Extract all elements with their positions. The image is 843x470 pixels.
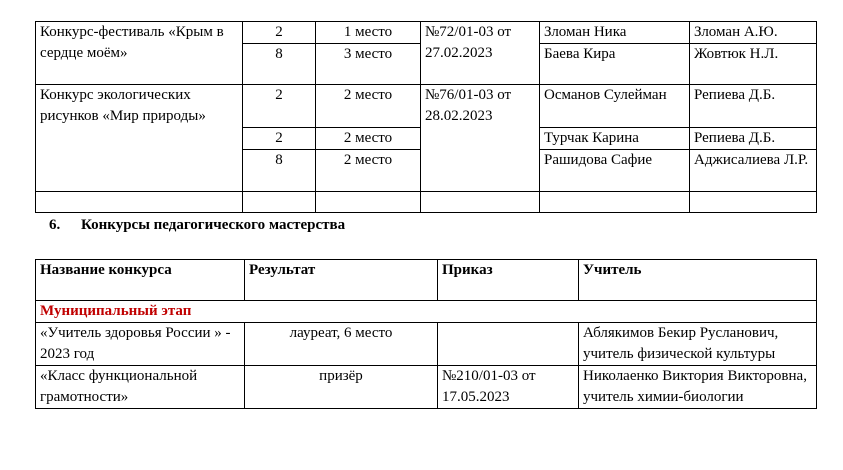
column-header: Результат bbox=[245, 260, 438, 301]
table-row bbox=[36, 366, 817, 409]
result-cell: призёр bbox=[245, 366, 438, 409]
column-header: Название конкурса bbox=[36, 260, 245, 301]
grade-cell: 8 bbox=[243, 44, 316, 85]
section-heading bbox=[40, 217, 345, 234]
place-cell: 1 место bbox=[316, 22, 421, 44]
teacher-cell: Репиева Д.Б. bbox=[690, 85, 817, 128]
contest-name: «Класс функциональной грамотности» bbox=[36, 366, 245, 409]
result-cell: лауреат, 6 место bbox=[245, 323, 438, 366]
teacher-cell: Жовтюк Н.Л. bbox=[690, 44, 817, 85]
student-cell: Зломан Ника bbox=[540, 22, 690, 44]
order-cell: №210/01-03 от 17.05.2023 bbox=[438, 366, 579, 409]
student-cell: Рашидова Сафие bbox=[540, 150, 690, 192]
teacher-cell: Аджисалиева Л.Р. bbox=[690, 150, 817, 192]
place-cell: 2 место bbox=[316, 150, 421, 192]
grade-cell: 2 bbox=[243, 85, 316, 128]
teacher-cell: Зломан А.Ю. bbox=[690, 22, 817, 44]
student-cell: Баева Кира bbox=[540, 44, 690, 85]
stage-row bbox=[36, 301, 817, 323]
table-header-row bbox=[36, 260, 817, 301]
stage-label: Муниципальный этап bbox=[36, 301, 817, 323]
column-header: Приказ bbox=[438, 260, 579, 301]
contest-results-table bbox=[35, 21, 817, 213]
section-title: Конкурсы педагогического мастерства bbox=[81, 217, 346, 233]
teacher-contests-table bbox=[35, 259, 817, 409]
teacher-cell: Аблякимов Бекир Русланович, учитель физической культуры bbox=[579, 323, 817, 366]
order-cell: №72/01-03 от 27.02.2023 bbox=[421, 22, 540, 85]
table-row-empty bbox=[36, 192, 817, 213]
student-cell: Турчак Карина bbox=[540, 128, 690, 150]
grade-cell: 2 bbox=[243, 128, 316, 150]
place-cell: 2 место bbox=[316, 85, 421, 128]
grade-cell: 2 bbox=[243, 22, 316, 44]
teacher-cell: Николаенко Виктория Викторовна, учитель химии-биологии bbox=[579, 366, 817, 409]
student-cell: Османов Сулейман bbox=[540, 85, 690, 128]
contest-name: Конкурс-фестиваль «Крым в сердце моём» bbox=[36, 22, 243, 85]
place-cell: 3 место bbox=[316, 44, 421, 85]
section-number: 6. bbox=[49, 217, 61, 233]
grade-cell: 8 bbox=[243, 150, 316, 192]
place-cell: 2 место bbox=[316, 128, 421, 150]
order-cell: №76/01-03 от 28.02.2023 bbox=[421, 85, 540, 192]
column-header: Учитель bbox=[579, 260, 817, 301]
order-cell bbox=[438, 323, 579, 366]
contest-name: «Учитель здоровья России » - 2023 год bbox=[36, 323, 245, 366]
teacher-cell: Репиева Д.Б. bbox=[690, 128, 817, 150]
table-row bbox=[36, 22, 817, 44]
table-row bbox=[36, 85, 817, 128]
contest-name: Конкурс экологических рисунков «Мир природы» bbox=[36, 85, 243, 192]
table-row bbox=[36, 323, 817, 366]
